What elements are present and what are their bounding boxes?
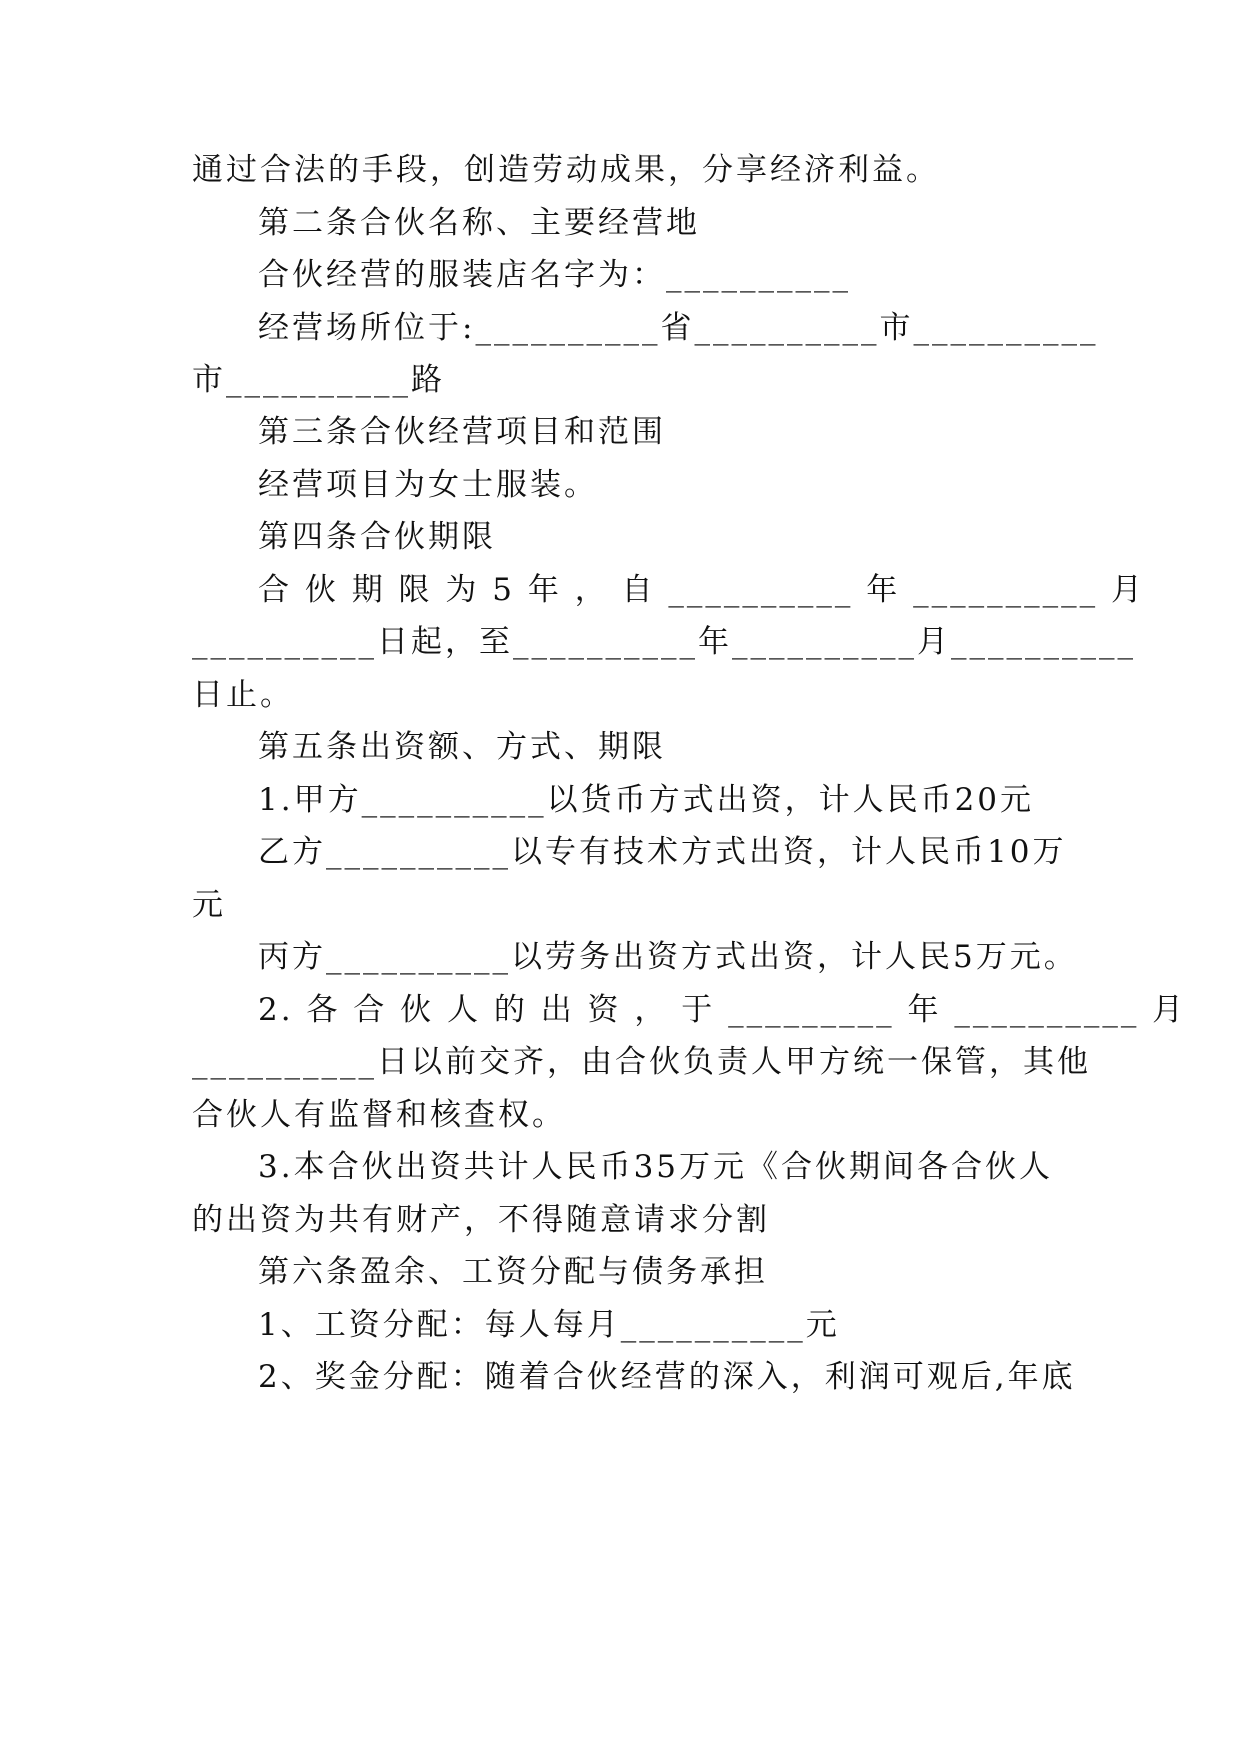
- paragraph-line: 元: [192, 887, 226, 923]
- clause-heading: 第三条合伙经营项目和范围: [258, 414, 666, 450]
- paragraph-line: 日止。: [192, 677, 294, 713]
- paragraph-line: 合伙经营的服装店名字为：__________: [258, 257, 851, 293]
- clause-heading: 第六条盈余、工资分配与债务承担: [258, 1254, 768, 1290]
- paragraph-line: 2、奖金分配：随着合伙经营的深入，利润可观后,年底: [258, 1359, 1076, 1395]
- paragraph-line: 通过合法的手段，创造劳动成果，分享经济利益。: [192, 152, 940, 188]
- paragraph-line: __________日以前交齐，由合伙负责人甲方统一保管，其他: [192, 1044, 1091, 1080]
- clause-heading: 第五条出资额、方式、期限: [258, 729, 666, 765]
- paragraph-line: 经营项目为女士服装。: [258, 467, 598, 503]
- paragraph-line: 经营场所位于:__________省__________市__________: [258, 310, 1099, 346]
- paragraph-line: 丙方__________以劳务出资方式出资，计人民5万元。: [258, 939, 1078, 975]
- paragraph-line: 的出资为共有财产，不得随意请求分割: [192, 1202, 770, 1238]
- paragraph-line: __________日起，至__________年__________月__________: [192, 624, 1136, 660]
- paragraph-line: 合伙人有监督和核查权。: [192, 1097, 566, 1133]
- paragraph-line: 1.甲方__________以货币方式出资，计人民币20元: [258, 782, 1035, 818]
- paragraph-line: 3.本合伙出资共计人民币35万元《合伙期间各合伙人: [258, 1149, 1054, 1185]
- clause-heading: 第二条合伙名称、主要经营地: [258, 205, 700, 241]
- paragraph-line: 乙方__________以专有技术方式出资，计人民币10万: [258, 834, 1067, 870]
- paragraph-line: 1、工资分配：每人每月__________元: [258, 1307, 840, 1343]
- paragraph-line: 合 伙 期 限 为 5 年 ， 自 __________ 年 __________ 月: [258, 572, 1145, 608]
- paragraph-line: 市__________路: [192, 362, 445, 398]
- paragraph-line: 2. 各 合 伙 人 的 出 资 ， 于 _________ 年 __________ 月: [258, 992, 1187, 1028]
- clause-heading: 第四条合伙期限: [258, 519, 496, 555]
